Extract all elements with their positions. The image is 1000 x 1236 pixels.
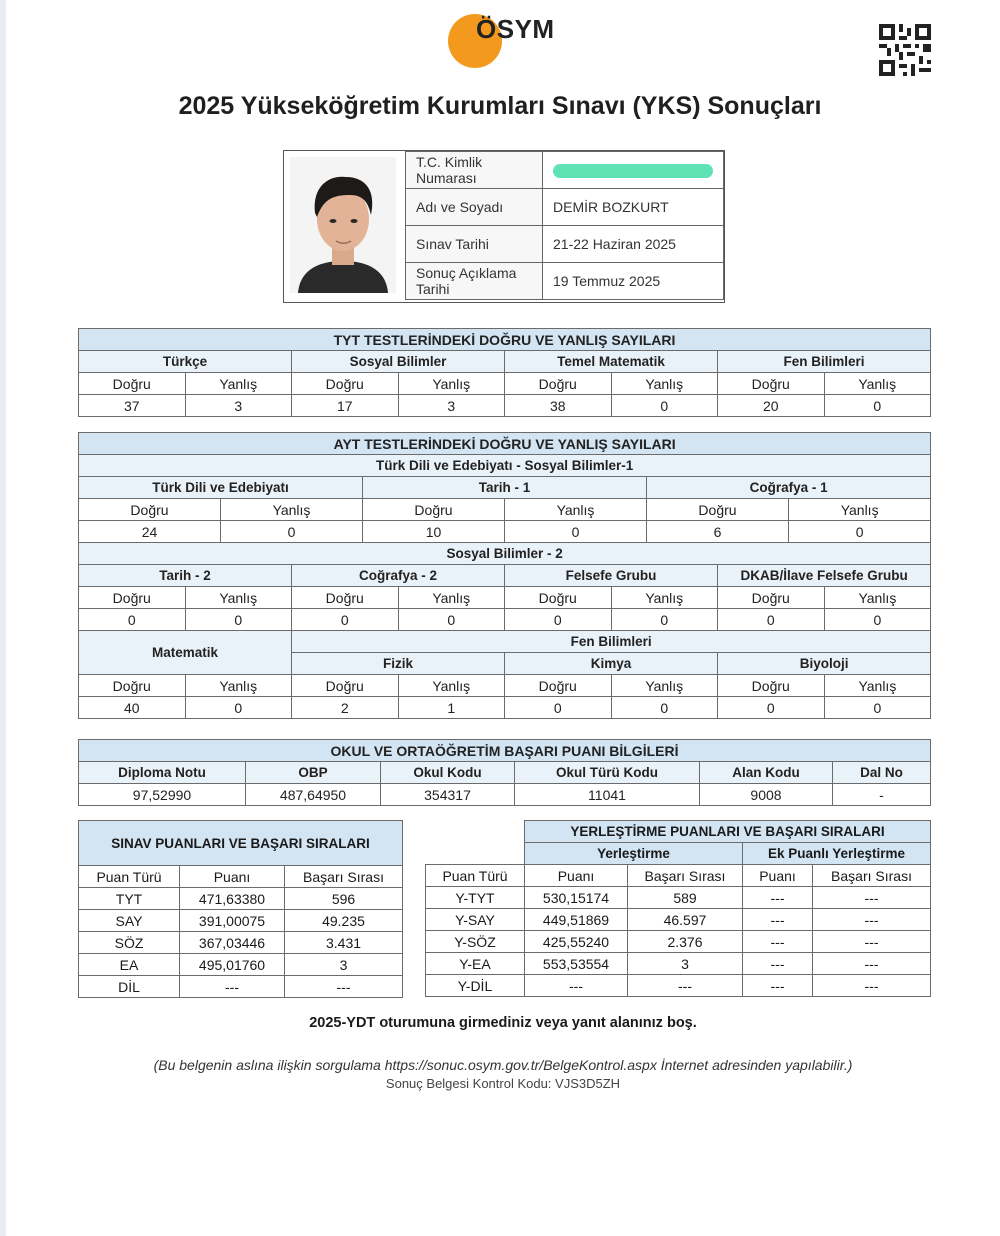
yanlis-value: 0: [611, 697, 718, 719]
ek-puan: ---: [743, 931, 813, 953]
empty-cell: [426, 821, 525, 843]
puan-turu: DİL: [79, 976, 180, 998]
dogru-label: Doğru: [505, 587, 612, 609]
dogru-value: 6: [647, 521, 789, 543]
basari-sirasi: 596: [285, 888, 403, 910]
okul-value: 354317: [381, 784, 515, 806]
puan-turu: Y-EA: [426, 953, 525, 975]
table-row: [79, 932, 403, 954]
identity-box: [283, 150, 725, 303]
yanlis-label: Yanlış: [824, 675, 931, 697]
basari-sirasi: ---: [285, 976, 403, 998]
ayt-subject: Coğrafya - 2: [292, 565, 505, 587]
yanlis-value: 0: [185, 697, 292, 719]
ayt-subject: Tarih - 2: [79, 565, 292, 587]
table-row: [426, 931, 931, 953]
yerlestirme-title: YERLEŞTİRME PUANLARI VE BAŞARI SIRALARI: [525, 821, 931, 843]
yanlis-label: Yanlış: [824, 587, 931, 609]
dogru-value: 40: [79, 697, 186, 719]
dogru-label: Doğru: [79, 499, 221, 521]
yer-header: Puanı: [525, 865, 628, 887]
yanlis-label: Yanlış: [185, 675, 292, 697]
dogru-label: Doğru: [79, 587, 186, 609]
ek-basari-sirasi: ---: [813, 953, 931, 975]
okul-header: Dal No: [833, 762, 931, 784]
okul-header: Alan Kodu: [700, 762, 833, 784]
basari-sirasi: 589: [628, 887, 743, 909]
exam-date-label: Sınav Tarihi: [406, 226, 543, 263]
table-row: [79, 910, 403, 932]
yanlis-label: Yanlış: [398, 587, 505, 609]
puan: 495,01760: [180, 954, 285, 976]
ayt-subject: Felsefe Grubu: [505, 565, 718, 587]
ayt-fen-title: Fen Bilimleri: [292, 631, 931, 653]
yanlis-label: Yanlış: [611, 587, 718, 609]
ayt-group1-title: Türk Dili ve Edebiyatı - Sosyal Bilimler-1: [79, 455, 931, 477]
control-code: Sonuç Belgesi Kontrol Kodu: VJS3D5ZH: [385, 1076, 621, 1091]
yer-header: Puan Türü: [426, 865, 525, 887]
puan-turu: Y-SÖZ: [426, 931, 525, 953]
osym-logo: [446, 12, 566, 72]
yanlis-value: 0: [505, 521, 647, 543]
tyt-title: TYT TESTLERİNDEKİ DOĞRU VE YANLIŞ SAYILARI: [79, 329, 931, 351]
tyt-subject: Türkçe: [79, 351, 292, 373]
puan-turu: EA: [79, 954, 180, 976]
basari-sirasi: 3: [628, 953, 743, 975]
tyt-subject: Fen Bilimleri: [718, 351, 931, 373]
yerlestirme-sub: Yerleştirme: [525, 843, 743, 865]
yanlis-value: 0: [824, 609, 931, 631]
table-row: [426, 975, 931, 997]
sinav-header: Puan Türü: [79, 866, 180, 888]
dogru-label: Doğru: [505, 675, 612, 697]
sinav-title: SINAV PUANLARI VE BAŞARI SIRALARI: [79, 821, 403, 866]
redaction-mark: [553, 164, 713, 178]
dogru-label: Doğru: [79, 675, 186, 697]
dogru-label: Doğru: [718, 675, 825, 697]
id-number-label: T.C. Kimlik Numarası: [406, 152, 543, 189]
sinav-header: Puanı: [180, 866, 285, 888]
dogru-value: 2: [292, 697, 399, 719]
basari-sirasi: 49.235: [285, 910, 403, 932]
dogru-value: 0: [292, 609, 399, 631]
page-title: 2025 Yükseköğretim Kurumları Sınavı (YKS) Sonuçları: [178, 92, 822, 120]
student-photo: [290, 157, 396, 293]
okul-header: Okul Türü Kodu: [515, 762, 700, 784]
verification-note: (Bu belgenin aslına ilişkin sorgulama https://sonuc.osym.gov.tr/BelgeKontrol.aspx İnternet adresinden yapılabilir.): [153, 1057, 853, 1073]
dogru-value: 24: [79, 521, 221, 543]
yanlis-label: Yanlış: [185, 587, 292, 609]
sinav-puanlari-table: [78, 820, 403, 998]
table-row: [426, 953, 931, 975]
tyt-table: [78, 328, 931, 417]
ydt-note: 2025-YDT oturumuna girmediniz veya yanıt alanınız boş.: [309, 1015, 697, 1031]
ayt-matematik-title: Matematik: [79, 631, 292, 675]
puan: 391,00075: [180, 910, 285, 932]
dogru-value: 0: [505, 697, 612, 719]
dogru-value: 20: [718, 395, 825, 417]
dogru-label: Doğru: [647, 499, 789, 521]
identity-row: [406, 263, 724, 300]
table-row: [79, 888, 403, 910]
ayt-subject: Biyoloji: [718, 653, 931, 675]
yanlis-value: 0: [824, 697, 931, 719]
puan: 471,63380: [180, 888, 285, 910]
ayt-subject: Türk Dili ve Edebiyatı: [79, 477, 363, 499]
yer-header: Puanı: [743, 865, 813, 887]
logo-text: ÖSYM: [476, 14, 555, 44]
okul-header: Okul Kodu: [381, 762, 515, 784]
yanlis-label: Yanlış: [398, 373, 505, 395]
table-row: [426, 909, 931, 931]
yanlis-value: 0: [221, 521, 363, 543]
tyt-subject: Sosyal Bilimler: [292, 351, 505, 373]
basari-sirasi: 46.597: [628, 909, 743, 931]
okul-table: [78, 739, 931, 806]
yanlis-value: 1: [398, 697, 505, 719]
okul-value: 97,52990: [79, 784, 246, 806]
name-value: DEMİR BOZKURT: [543, 189, 724, 226]
yanlis-value: 0: [789, 521, 931, 543]
puan-turu: Y-SAY: [426, 909, 525, 931]
sinav-header: Başarı Sırası: [285, 866, 403, 888]
yanlis-value: 3: [398, 395, 505, 417]
puan: 530,15174: [525, 887, 628, 909]
ek-puan: ---: [743, 975, 813, 997]
table-row: [426, 887, 931, 909]
yer-header: Başarı Sırası: [628, 865, 743, 887]
yanlis-label: Yanlış: [398, 675, 505, 697]
dogru-label: Doğru: [79, 373, 186, 395]
okul-value: 487,64950: [246, 784, 381, 806]
yanlis-value: 0: [611, 609, 718, 631]
identity-row: [406, 226, 724, 263]
ek-puan: ---: [743, 909, 813, 931]
okul-title: OKUL VE ORTAÖĞRETİM BAŞARI PUANI BİLGİLERİ: [79, 740, 931, 762]
ek-basari-sirasi: ---: [813, 909, 931, 931]
yanlis-value: 0: [824, 395, 931, 417]
puan-turu: TYT: [79, 888, 180, 910]
puan-turu: SÖZ: [79, 932, 180, 954]
dogru-label: Doğru: [292, 587, 399, 609]
basari-sirasi: 3: [285, 954, 403, 976]
identity-row: [406, 189, 724, 226]
yerlestirme-table: [425, 820, 931, 997]
puan: 449,51869: [525, 909, 628, 931]
ayt-table: [78, 432, 931, 719]
basari-sirasi: 3.431: [285, 932, 403, 954]
dogru-value: 10: [363, 521, 505, 543]
id-number-value: [543, 152, 724, 189]
puan: ---: [180, 976, 285, 998]
yanlis-value: 0: [611, 395, 718, 417]
yer-header: Başarı Sırası: [813, 865, 931, 887]
yanlis-label: Yanlış: [185, 373, 292, 395]
exam-date-value: 21-22 Haziran 2025: [543, 226, 724, 263]
dogru-value: 17: [292, 395, 399, 417]
dogru-value: 0: [718, 697, 825, 719]
puan-turu: Y-TYT: [426, 887, 525, 909]
yanlis-value: 0: [185, 609, 292, 631]
ayt-subject: Coğrafya - 1: [647, 477, 931, 499]
dogru-label: Doğru: [363, 499, 505, 521]
dogru-label: Doğru: [292, 373, 399, 395]
dogru-label: Doğru: [718, 587, 825, 609]
yanlis-label: Yanlış: [221, 499, 363, 521]
qr-code-icon: [879, 24, 931, 76]
page-edge: [0, 0, 6, 1236]
name-label: Adı ve Soyadı: [406, 189, 543, 226]
dogru-value: 0: [505, 609, 612, 631]
yanlis-label: Yanlış: [824, 373, 931, 395]
yanlis-value: 0: [398, 609, 505, 631]
puan: 553,53554: [525, 953, 628, 975]
yanlis-label: Yanlış: [611, 675, 718, 697]
yanlis-label: Yanlış: [611, 373, 718, 395]
okul-value: -: [833, 784, 931, 806]
puan-turu: Y-DİL: [426, 975, 525, 997]
identity-row: [406, 152, 724, 189]
ayt-subject: Tarih - 1: [363, 477, 647, 499]
ayt-group2-title: Sosyal Bilimler - 2: [79, 543, 931, 565]
puan: 425,55240: [525, 931, 628, 953]
okul-value: 11041: [515, 784, 700, 806]
result-date-label: Sonuç Açıklama Tarihi: [406, 263, 543, 300]
dogru-value: 37: [79, 395, 186, 417]
puan-turu: SAY: [79, 910, 180, 932]
basari-sirasi: ---: [628, 975, 743, 997]
table-row: [79, 954, 403, 976]
okul-header: OBP: [246, 762, 381, 784]
result-date-value: 19 Temmuz 2025: [543, 263, 724, 300]
ayt-subject: DKAB/İlave Felsefe Grubu: [718, 565, 931, 587]
yanlis-value: 3: [185, 395, 292, 417]
okul-header: Diploma Notu: [79, 762, 246, 784]
dogru-value: 38: [505, 395, 612, 417]
table-row: [79, 976, 403, 998]
ek-basari-sirasi: ---: [813, 975, 931, 997]
dogru-label: Doğru: [718, 373, 825, 395]
dogru-value: 0: [79, 609, 186, 631]
dogru-label: Doğru: [292, 675, 399, 697]
ek-puan: ---: [743, 887, 813, 909]
ayt-title: AYT TESTLERİNDEKİ DOĞRU VE YANLIŞ SAYILARI: [79, 433, 931, 455]
dogru-value: 0: [718, 609, 825, 631]
identity-table: [405, 151, 724, 300]
yanlis-label: Yanlış: [505, 499, 647, 521]
ek-puan: ---: [743, 953, 813, 975]
ek-basari-sirasi: ---: [813, 887, 931, 909]
ayt-subject: Fizik: [292, 653, 505, 675]
dogru-label: Doğru: [505, 373, 612, 395]
ayt-subject: Kimya: [505, 653, 718, 675]
puan: 367,03446: [180, 932, 285, 954]
basari-sirasi: 2.376: [628, 931, 743, 953]
okul-value: 9008: [700, 784, 833, 806]
yanlis-label: Yanlış: [789, 499, 931, 521]
tyt-subject: Temel Matematik: [505, 351, 718, 373]
puan: ---: [525, 975, 628, 997]
ek-puanli-sub: Ek Puanlı Yerleştirme: [743, 843, 931, 865]
empty-cell: [426, 843, 525, 865]
ek-basari-sirasi: ---: [813, 931, 931, 953]
